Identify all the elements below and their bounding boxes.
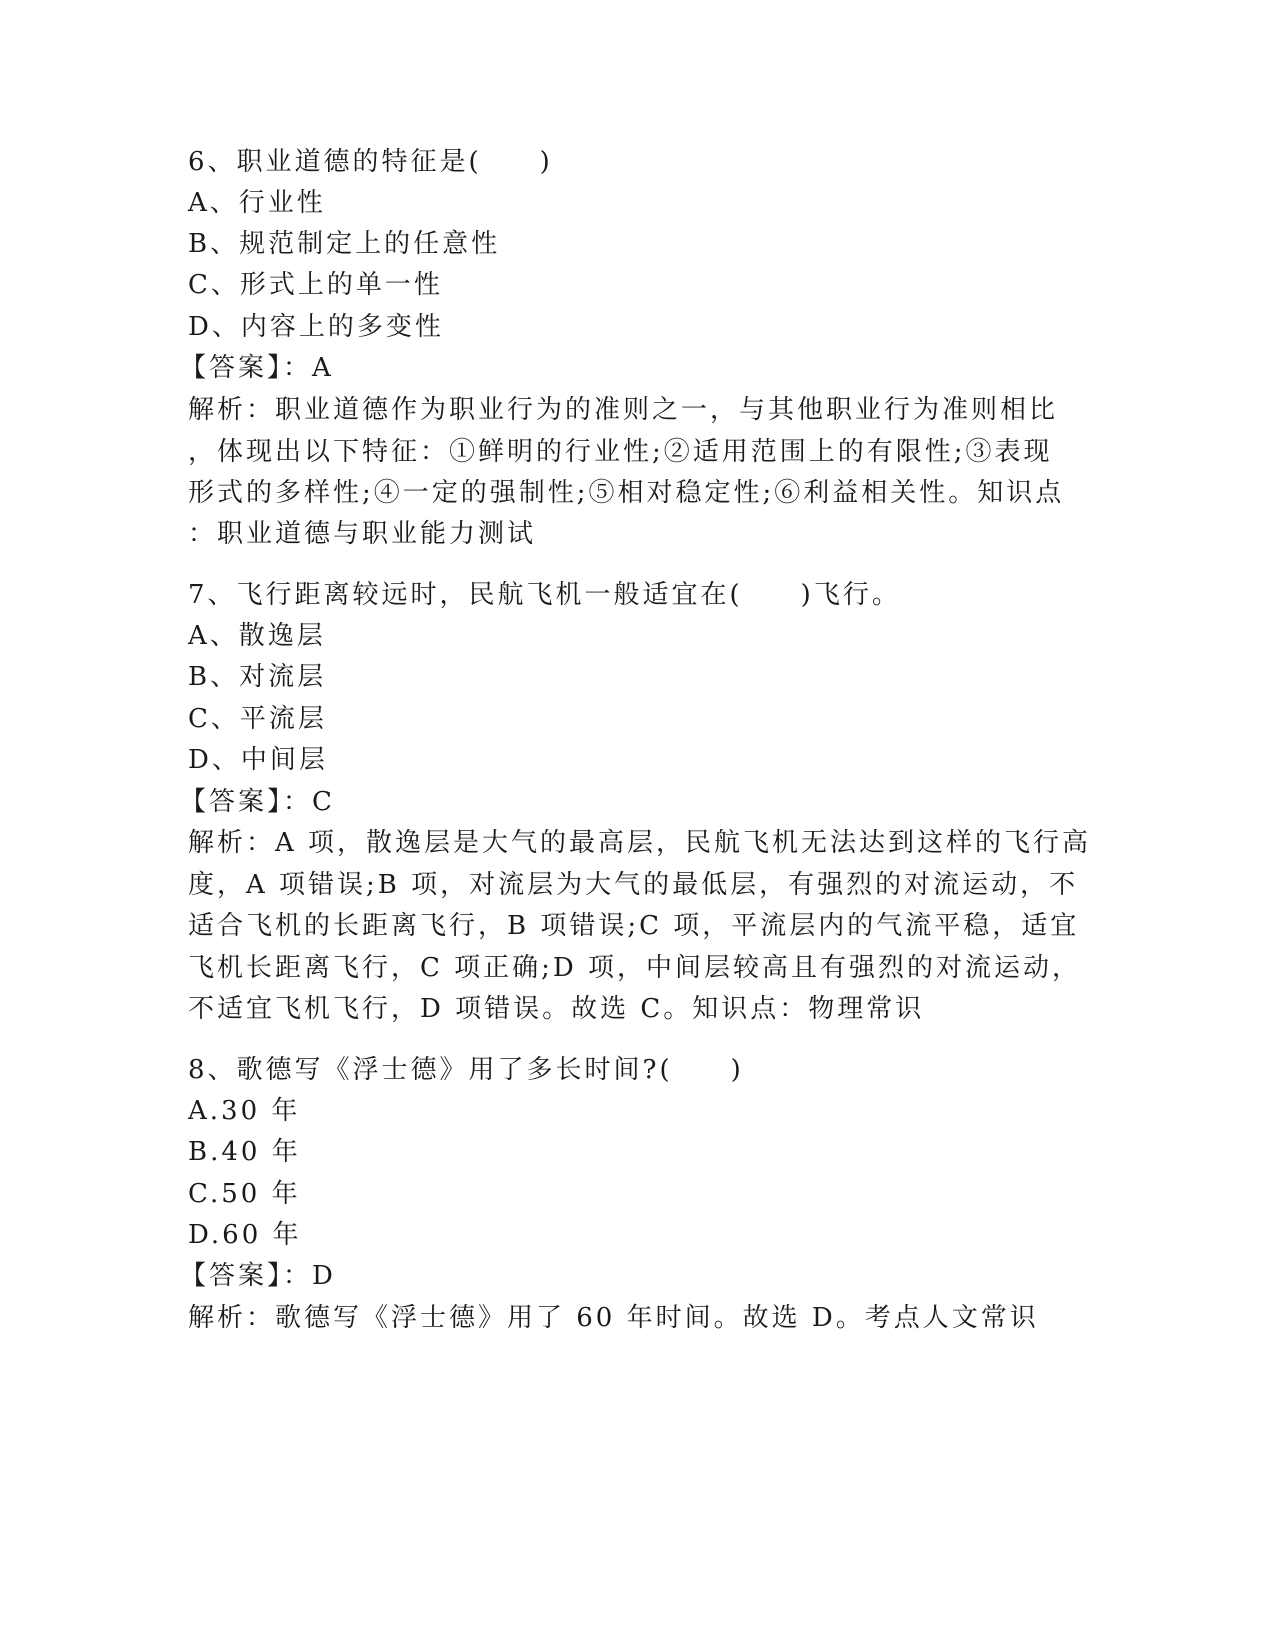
question-7-analysis-line-3: 适合飞机的长距离飞行，B 项错误;C 项，平流层内的气流平稳，适宜 bbox=[188, 911, 1080, 941]
question-8-answer: 【答案】：D bbox=[180, 1261, 336, 1291]
question-8-option-c: C.50 年 bbox=[188, 1179, 301, 1209]
question-7-option-c: C、平流层 bbox=[188, 704, 327, 734]
question-6-analysis-line-4: ：职业道德与职业能力测试 bbox=[188, 519, 537, 549]
question-7-option-b: B、对流层 bbox=[188, 662, 327, 692]
question-7-option-d: D、中间层 bbox=[188, 745, 328, 775]
question-7-answer: 【答案】：C bbox=[180, 787, 335, 817]
question-7-analysis-line-4: 飞机长距离飞行，C 项正确;D 项，中间层较高且有强烈的对流运动， bbox=[188, 953, 1082, 983]
question-8-stem: 8、歌德写《浮士德》用了多长时间?( ) bbox=[188, 1055, 744, 1085]
question-6-option-c: C、形式上的单一性 bbox=[188, 270, 443, 300]
question-6-analysis-line-1: 解析：职业道德作为职业行为的准则之一，与其他职业行为准则相比 bbox=[188, 395, 1059, 425]
question-6-answer: 【答案】：A bbox=[180, 353, 334, 383]
question-8-option-a: A.30 年 bbox=[188, 1096, 301, 1126]
question-7-analysis-line-1: 解析：A 项，散逸层是大气的最高层，民航飞机无法达到这样的飞行高 bbox=[188, 828, 1092, 858]
question-6-analysis-line-3: 形式的多样性;④一定的强制性;⑤相对稳定性;⑥利益相关性。知识点 bbox=[188, 478, 1065, 508]
question-7-analysis-line-2: 度，A 项错误;B 项，对流层为大气的最低层，有强烈的对流运动，不 bbox=[188, 870, 1079, 900]
question-7-option-a: A、散逸层 bbox=[188, 621, 326, 651]
question-6-option-d: D、内容上的多变性 bbox=[188, 312, 444, 342]
question-7-analysis-line-5: 不适宜飞机飞行，D 项错误。故选 C。知识点：物理常识 bbox=[188, 994, 925, 1024]
question-8-option-b: B.40 年 bbox=[188, 1137, 301, 1167]
question-7-stem: 7、飞行距离较远时，民航飞机一般适宜在( )飞行。 bbox=[188, 580, 901, 610]
question-8-analysis-line-1: 解析：歌德写《浮士德》用了 60 年时间。故选 D。考点人文常识 bbox=[188, 1303, 1039, 1333]
question-6-option-b: B、规范制定上的任意性 bbox=[188, 229, 501, 259]
question-6-analysis-line-2: ，体现出以下特征：①鲜明的行业性;②适用范围上的有限性;③表现 bbox=[188, 437, 1053, 467]
question-8-option-d: D.60 年 bbox=[188, 1220, 302, 1250]
question-6-stem: 6、职业道德的特征是( ) bbox=[188, 147, 553, 177]
question-6-option-a: A、行业性 bbox=[188, 188, 326, 218]
